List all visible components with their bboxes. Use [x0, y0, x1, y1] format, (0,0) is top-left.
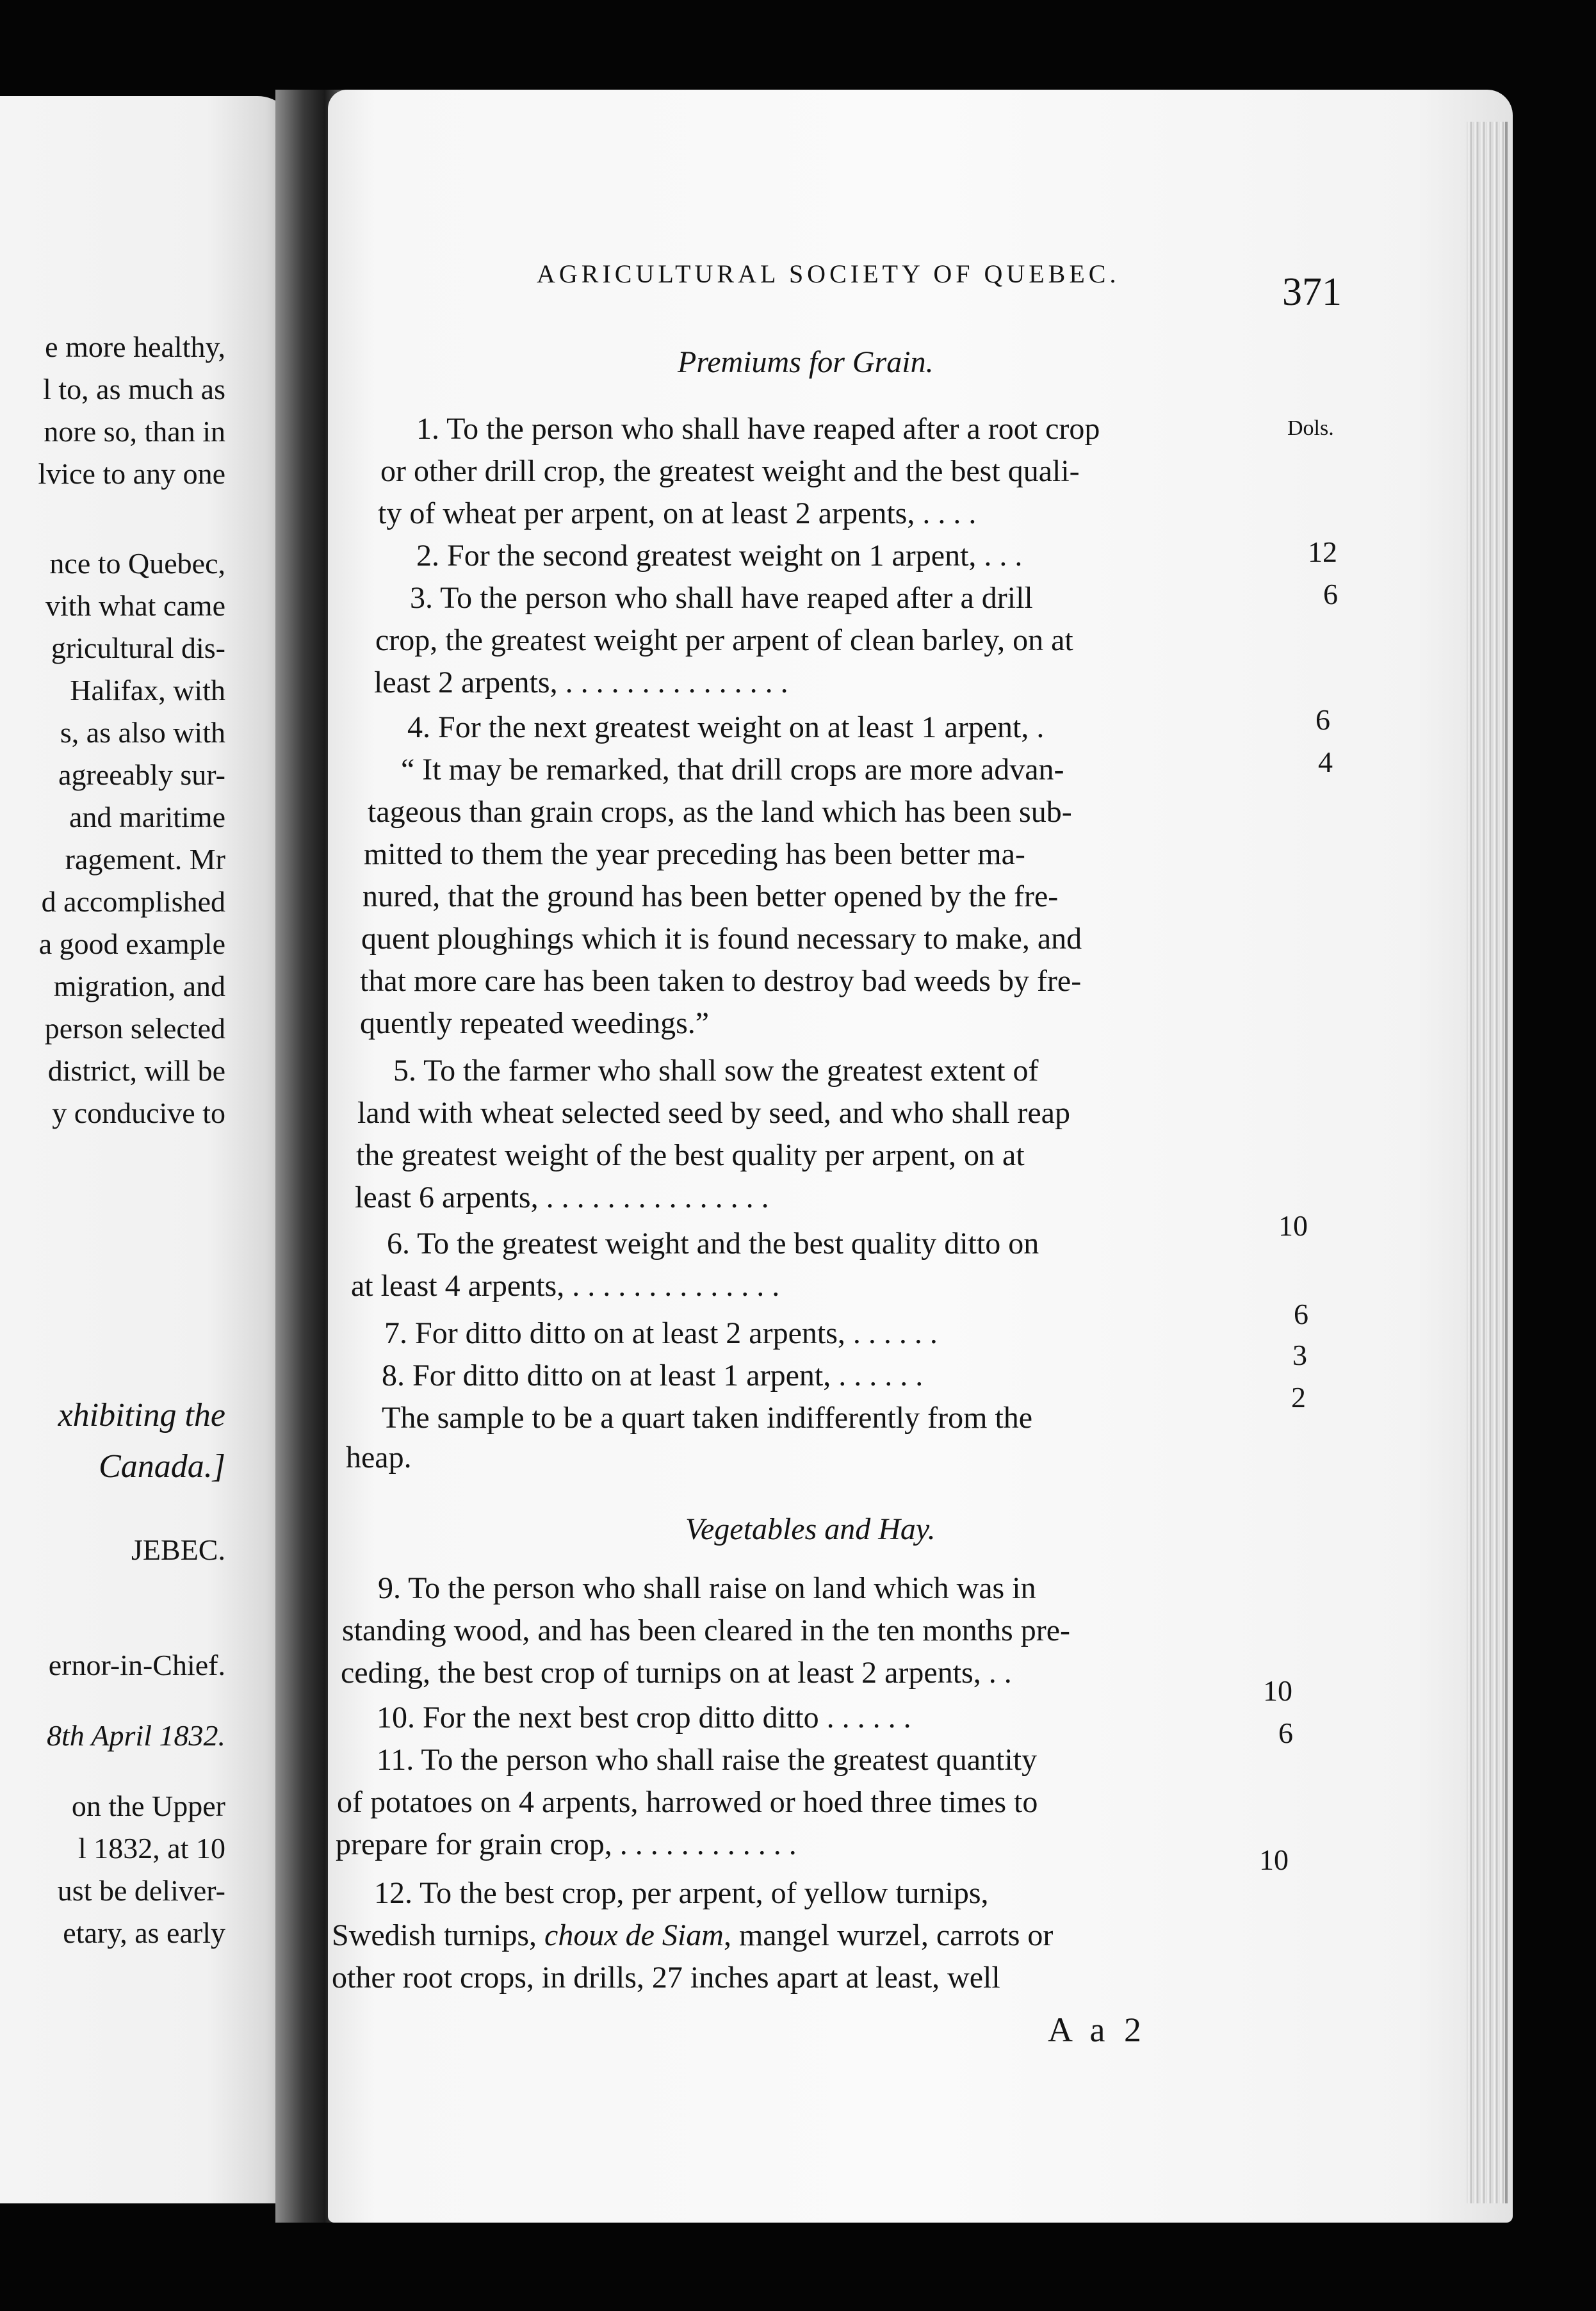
premium-amount: 2 — [1291, 1381, 1306, 1414]
premium-amount: 10 — [1263, 1674, 1292, 1707]
text-line: 5. To the farmer who shall sow the greatest extent of — [393, 1054, 1039, 1088]
premium-amount: 6 — [1278, 1717, 1293, 1749]
left-page-line: d accomplished — [41, 885, 225, 918]
page-number: 371 — [1282, 270, 1342, 314]
text-line — [332, 1916, 1053, 1955]
left-page-line: on the Upper — [71, 1790, 225, 1822]
text-line: prepare for grain crop, . . . . . . . . . . . . — [336, 1827, 797, 1861]
left-page-line: and maritime — [69, 801, 225, 833]
text-line: at least 4 arpents, . . . . . . . . . . . . . . — [351, 1269, 780, 1303]
premium-amount: 3 — [1292, 1339, 1307, 1371]
text-line: 6. To the greatest weight and the best quality ditto on — [387, 1227, 1039, 1261]
text-line: that more care has been taken to destroy bad weeds by fre- — [360, 964, 1082, 998]
left-page-line: nore so, than in — [44, 415, 225, 448]
left-page-line: y conducive to — [52, 1097, 225, 1129]
page-edges — [1467, 122, 1508, 2203]
left-page-line: s, as also with — [60, 716, 225, 749]
left-page-line: l to, as much as — [43, 373, 225, 405]
left-page-line: district, will be — [47, 1054, 225, 1087]
left-page-line: 8th April 1832. — [46, 1719, 225, 1752]
text-line: nured, that the ground has been better opened by the fre- — [362, 879, 1059, 913]
left-page-line: ragement. Mr — [65, 843, 225, 876]
text-line: 7. For ditto ditto on at least 2 arpents, . . . . . . — [384, 1316, 938, 1350]
text-line: 1. To the person who shall have reaped after a root crop — [416, 412, 1100, 446]
premium-amount: 12 — [1308, 535, 1337, 568]
text-line: The sample to be a quart taken indifferently from the — [382, 1401, 1033, 1435]
left-page-line: a good example — [38, 927, 225, 960]
premium-amount: 4 — [1318, 746, 1333, 778]
text-line: 12. To the best crop, per arpent, of yellow turnips, — [374, 1876, 989, 1910]
text-line: land with wheat selected seed by seed, and who shall reap — [357, 1096, 1070, 1130]
section-title-vegetables: Vegetables and Hay. — [685, 1512, 936, 1546]
text-line: 10. For the next best crop ditto ditto . . . . . . — [377, 1701, 911, 1735]
left-page-line: ust be deliver- — [57, 1874, 225, 1907]
text-line: of potatoes on 4 arpents, harrowed or hoed three times to — [337, 1785, 1038, 1819]
text-line: 2. For the second greatest weight on 1 arpent, . . . — [416, 539, 1023, 573]
text-line: least 6 arpents, . . . . . . . . . . . . . . . — [355, 1180, 769, 1214]
text-line: tageous than grain crops, as the land which has been sub- — [368, 795, 1072, 829]
text-fragment: Swedish turnips, — [332, 1918, 545, 1952]
text-line: the greatest weight of the best quality per arpent, on at — [356, 1138, 1025, 1172]
premium-amount: 6 — [1294, 1298, 1308, 1330]
text-line: 3. To the person who shall have reaped after a drill — [410, 581, 1033, 615]
left-page-line: Halifax, with — [70, 674, 225, 706]
left-page — [0, 96, 296, 2203]
text-line: ceding, the best crop of turnips on at least 2 arpents, . . — [341, 1656, 1012, 1690]
text-line: crop, the greatest weight per arpent of clean barley, on at — [375, 623, 1073, 657]
signature-mark: A a 2 — [1048, 2011, 1146, 2049]
text-line: or other drill crop, the greatest weight and the best quali- — [380, 454, 1080, 488]
currency-label: Dols. — [1287, 416, 1334, 440]
left-page-line: ernor-in-Chief. — [48, 1649, 225, 1681]
premium-amount: 6 — [1315, 703, 1330, 736]
left-page-line: migration, and — [53, 970, 225, 1002]
left-page-line: l 1832, at 10 — [78, 1832, 225, 1865]
left-page-line: person selected — [44, 1012, 225, 1045]
left-page-line: xhibiting the — [58, 1397, 225, 1433]
left-page-line: Canada.] — [99, 1448, 225, 1485]
text-line: 8. For ditto ditto on at least 1 arpent, . . . . . . — [382, 1359, 924, 1392]
left-page-line: nce to Quebec, — [49, 547, 225, 580]
text-line: standing wood, and has been cleared in the ten months pre- — [342, 1613, 1070, 1647]
section-title-grain: Premiums for Grain. — [678, 345, 934, 379]
text-line: quent ploughings which it is found necessary to make, and — [361, 922, 1082, 956]
text-line: ty of wheat per arpent, on at least 2 arpents, . . . . — [378, 496, 977, 530]
text-line: “ It may be remarked, that drill crops are more advan- — [401, 753, 1064, 787]
text-line: heap. — [346, 1441, 412, 1474]
text-line: other root crops, in drills, 27 inches apart at least, well — [332, 1961, 1000, 1995]
premium-amount: 6 — [1323, 578, 1338, 610]
left-page-line: agreeably sur- — [58, 758, 225, 791]
premium-amount: 10 — [1278, 1209, 1308, 1242]
text-fragment: , mangel wurzel, carrots or — [723, 1918, 1054, 1952]
running-title: AGRICULTURAL SOCIETY OF QUEBEC. — [537, 259, 1120, 288]
left-page-line: JEBEC. — [131, 1533, 225, 1566]
text-line: quently repeated weedings.” — [360, 1006, 710, 1040]
left-page-line: etary, as early — [63, 1916, 225, 1949]
text-line: 11. To the person who shall raise the greatest quantity — [377, 1743, 1038, 1777]
left-page-line: lvice to any one — [38, 457, 225, 490]
italic-phrase: choux de Siam — [544, 1918, 724, 1952]
left-page-line: e more healthy, — [45, 331, 225, 363]
left-page-line: gricultural dis- — [51, 632, 225, 664]
text-line: 9. To the person who shall raise on land which was in — [378, 1571, 1036, 1605]
premium-amount: 10 — [1259, 1843, 1289, 1876]
text-line: mitted to them the year preceding has been better ma- — [364, 837, 1025, 871]
text-line: least 2 arpents, . . . . . . . . . . . . . . . — [374, 666, 788, 699]
text-line: 4. For the next greatest weight on at least 1 arpent, . — [407, 710, 1045, 744]
left-page-line: vith what came — [45, 589, 225, 622]
